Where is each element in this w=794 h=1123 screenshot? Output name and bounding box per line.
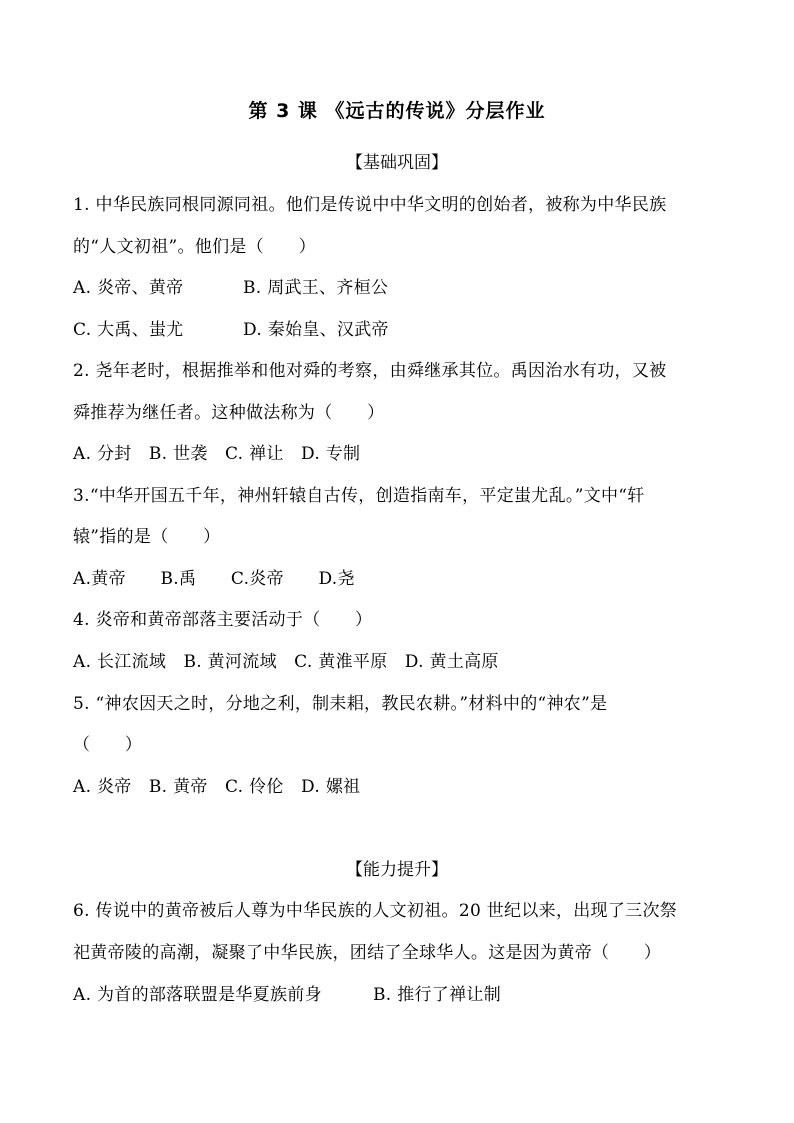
- section-heading-advanced: 【能力提升】: [346, 860, 448, 880]
- question-1-line-1: 1. 中华民族同根同源同祖。他们是传说中中华文明的创始者，被称为中华民族: [73, 195, 667, 215]
- question-1-options-row-2: [73, 315, 723, 340]
- question-5-line-2: （ ）: [73, 735, 143, 755]
- question-6-option-b: B. 推行了禅让制: [373, 985, 501, 1005]
- question-1-option-b: B. 周武王、齐桓公: [243, 278, 389, 298]
- question-3-line-1: 3.“中华开国五千年，神州轩辕自古传，创造指南车，平定蚩尤乱。”文中“轩: [73, 486, 645, 506]
- question-4-line-1: 4. 炎帝和黄帝部落主要活动于（ ）: [73, 610, 373, 630]
- question-1-options-row-1: [73, 273, 723, 298]
- question-6-line-1: 6. 传说中的黄帝被后人尊为中华民族的人文初祖。20 世纪以来，出现了三次祭: [73, 901, 678, 921]
- question-2-line-2: 舜推荐为继任者。这种做法称为（ ）: [73, 403, 385, 423]
- section-heading-basic: 【基础巩固】: [346, 153, 448, 173]
- page-title: 第 3 课 《远古的传说》分层作业: [248, 100, 546, 122]
- question-6-option-a: A. 为首的部落联盟是华夏族前身: [73, 985, 322, 1005]
- question-3-line-2: 辕”指的是（ ）: [73, 527, 221, 547]
- question-1-line-2: 的“人文初祖”。他们是（ ）: [73, 237, 316, 257]
- question-2-line-1: 2. 尧年老时，根据推举和他对舜的考察，由舜继承其位。禹因治水有功，又被: [73, 361, 667, 381]
- question-4-options: A. 长江流域 B. 黄河流域 C. 黄淮平原 D. 黄土高原: [73, 652, 499, 672]
- question-3-options: A.黄帝 B.禹 C.炎帝 D.尧: [73, 569, 355, 589]
- question-2-options: A. 分封 B. 世袭 C. 禅让 D. 专制: [73, 444, 361, 464]
- question-1-option-a: A. 炎帝、黄帝: [73, 278, 184, 298]
- question-5-options: A. 炎帝 B. 黄帝 C. 伶伦 D. 嫘祖: [73, 777, 361, 797]
- question-1-option-c: C. 大禹、蚩尤: [73, 320, 184, 340]
- question-1-option-d: D. 秦始皇、汉武帝: [243, 320, 389, 340]
- question-6-options-row-1: [73, 980, 723, 1005]
- question-5-line-1: 5. “神农因天之时，分地之利，制耒耜，教民农耕。”材料中的“神农”是: [73, 694, 608, 714]
- question-6-line-2: 祀黄帝陵的高潮，凝聚了中华民族，团结了全球华人。这是因为黄帝（ ）: [73, 943, 662, 963]
